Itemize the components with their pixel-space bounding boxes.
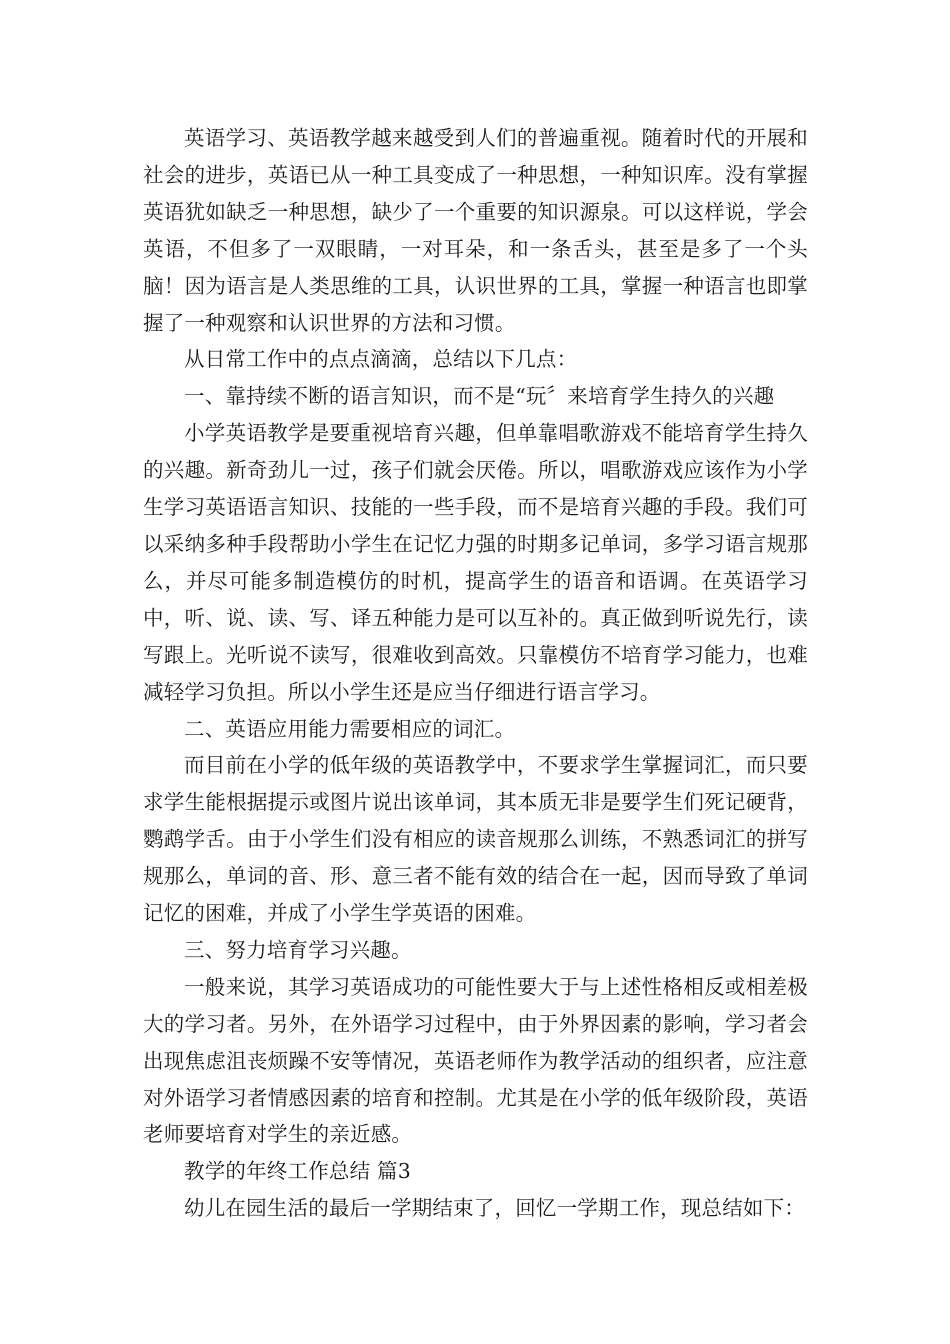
- paragraph-point-1: 小学英语教学是要重视培育兴趣，但单靠唱歌游戏不能培育学生持久的兴趣。新奇劲儿一过，孩子们就会厌倦。所以，唱歌游戏应该作为小学生学习英语语言知识、技能的一些手段，而不是培育兴趣的手段。我们可以采纳多种手段帮助小学生在记忆力强的时期多记单词，多学习语言规那么，并尽可能多制造模仿的时机，提高学生的语音和语调。在英语学习中，听、说、读、写、译五种能力是可以互补的。真正做到听说先行，读写跟上。光听说不读写，很难收到高效。只靠模仿不培育学习能力，也难减轻学习负担。所以小学生还是应当仔细进行语言学习。: [143, 421, 808, 704]
- document-page: [143, 120, 808, 1227]
- section-title-part-3: 教学的年终工作总结 篇3: [184, 1159, 411, 1184]
- paragraph-summary-lead: 从日常工作中的点点滴滴，总结以下几点：: [184, 347, 578, 372]
- paragraph-point-3: 一般来说，其学习英语成功的可能性要大于与上述性格相反或相差极大的学习者。另外，在外语学习过程中，由于外界因素的影响，学习者会出现焦虑沮丧烦躁不安等情况，英语老师作为教学活动的组织者，应注意对外语学习者情感因素的培育和控制。尤其是在小学的低年级阶段，英语老师要培育对学生的亲近感。: [143, 974, 808, 1147]
- paragraph-part-3-intro: 幼儿在园生活的最后一学期结束了，回忆一学期工作，现总结如下：: [184, 1196, 805, 1221]
- paragraph-point-2: 而目前在小学的低年级的英语教学中，不要求学生掌握词汇，而只要求学生能根据提示或图片说出该单词，其本质无非是要学生们死记硬背，鹦鹉学舌。由于小学生们没有相应的读音规那么训练，不熟悉词汇的拼写规那么，单词的音、形、意三者不能有效的结合在一起，因而导致了单词记忆的困难，并成了小学生学英语的困难。: [143, 753, 808, 926]
- heading-point-2: 二、英语应用能力需要相应的词汇。: [184, 716, 516, 741]
- heading-point-3: 三、努力培育学习兴趣。: [184, 937, 412, 962]
- paragraph-intro: 英语学习、英语教学越来越受到人们的普遍重视。随着时代的开展和社会的进步，英语已从一种工具变成了一种思想，一种知识库。没有掌握英语犹如缺乏一种思想，缺少了一个重要的知识源泉。可以这样说，学会英语，不但多了一双眼睛，一对耳朵，和一条舌头，甚至是多了一个头脑！因为语言是人类思维的工具，认识世界的工具，掌握一种语言也即掌握了一种观察和认识世界的方法和习惯。: [143, 126, 808, 335]
- heading-point-1: 一、靠持续不断的语言知识，而不是“玩〞来培育学生持久的兴趣: [184, 384, 775, 409]
